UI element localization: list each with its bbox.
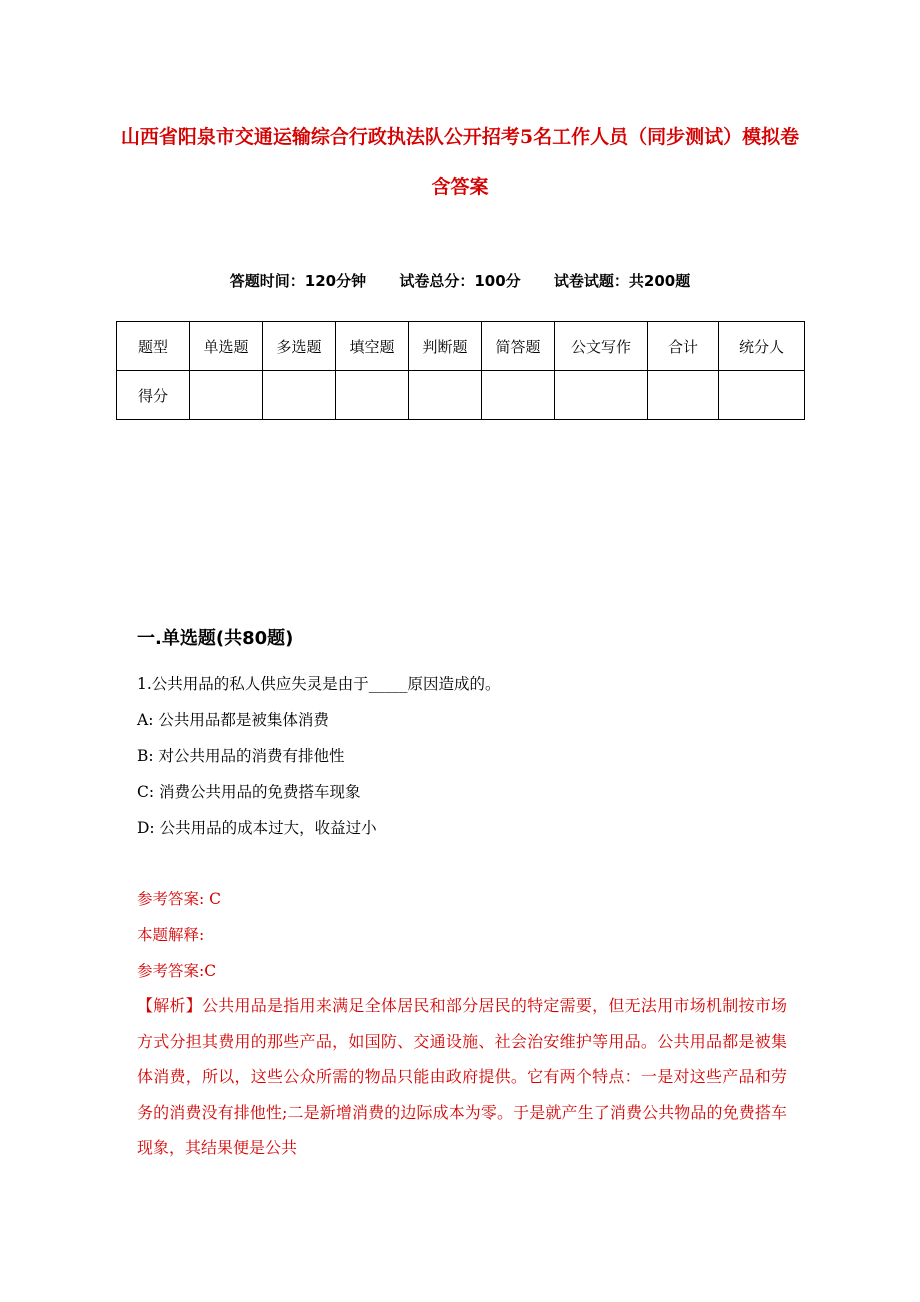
reference-answer: 参考答案: C — [137, 890, 222, 908]
reference-answer-repeat: 参考答案:C — [137, 962, 217, 980]
score-cell — [719, 371, 805, 420]
option-d: D: 公共用品的成本过大，收益过小 — [137, 819, 377, 837]
option-a: A: 公共用品都是被集体消费 — [137, 711, 329, 729]
score-table-header: 单选题 — [190, 322, 263, 371]
score-table-header: 填空题 — [336, 322, 409, 371]
analysis-text: 【解析】公共用品是指用来满足全体居民和部分居民的特定需要，但无法用市场机制按市场方式分担其费用的那些产品，如国防、交通设施、社会治安维护等用品。公共用品都是被集体消费，所以，这些公众所需的物品只能由政府提供。它有两个特点：一是对这些产品和劳务的消费没有排他性;二是新增消费的边际成本为零。于是就产生了消费公共物品的免费搭车现象，其结果便是公共 — [137, 996, 787, 1157]
option-c: C: 消费公共用品的免费搭车现象 — [137, 783, 361, 801]
score-table-score-row — [117, 371, 805, 420]
score-cell — [555, 371, 648, 420]
score-table-header: 判断题 — [409, 322, 482, 371]
score-cell — [648, 371, 719, 420]
score-cell — [263, 371, 336, 420]
question-stem: 1.公共用品的私人供应失灵是由于_____原因造成的。 — [137, 675, 501, 693]
exam-meta — [0, 270, 920, 291]
score-cell — [482, 371, 555, 420]
score-table-header: 公文写作 — [555, 322, 648, 371]
score-table-header: 合计 — [648, 322, 719, 371]
score-cell — [409, 371, 482, 420]
section-title: 一.单选题(共80题) — [137, 628, 294, 649]
score-table-header: 简答题 — [482, 322, 555, 371]
exam-question-count: 试卷试题：共200题 — [553, 272, 691, 290]
exam-time: 答题时间：120分钟 — [229, 272, 367, 290]
score-table-header: 题型 — [117, 322, 190, 371]
score-table-header: 统分人 — [719, 322, 805, 371]
score-table — [116, 321, 805, 420]
score-cell — [336, 371, 409, 420]
explanation-label: 本题解释: — [137, 926, 205, 944]
score-cell — [190, 371, 263, 420]
exam-total-score: 试卷总分：100分 — [399, 272, 521, 290]
score-row-label: 得分 — [117, 371, 190, 420]
score-table-header: 多选题 — [263, 322, 336, 371]
option-b: B: 对公共用品的消费有排他性 — [137, 747, 345, 765]
document-title: 山西省阳泉市交通运输综合行政执法队公开招考5名工作人员（同步测试）模拟卷含答案 — [120, 126, 800, 198]
score-table-header-row — [117, 322, 805, 371]
